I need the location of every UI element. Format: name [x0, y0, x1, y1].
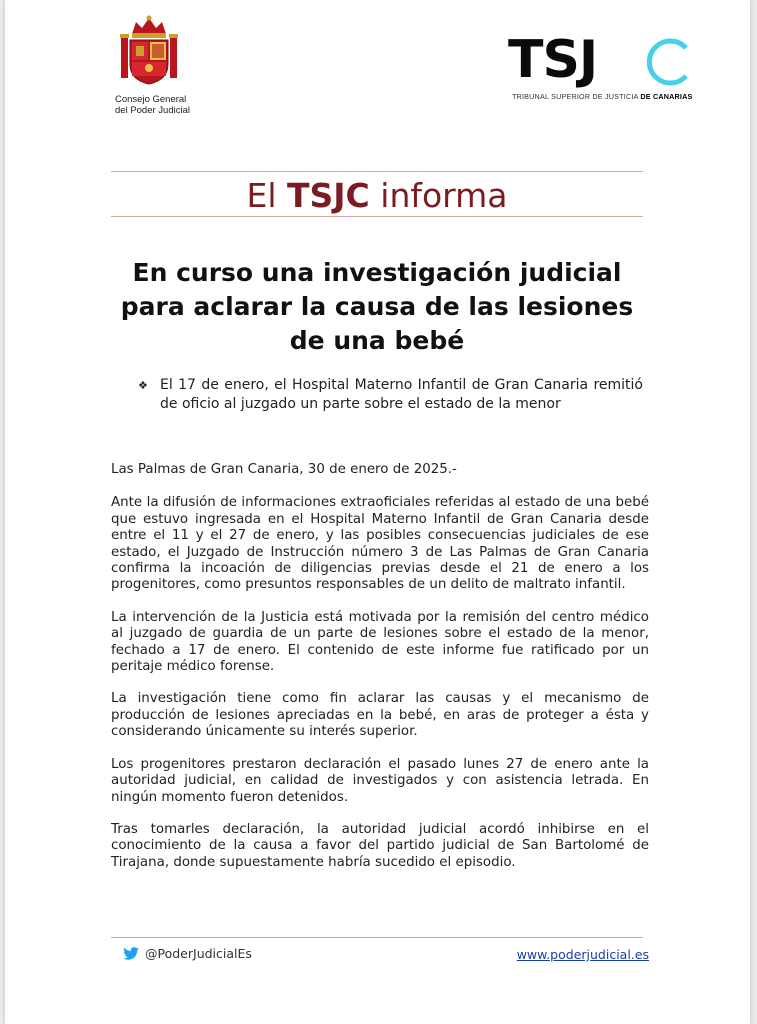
- paragraph-5: Tras tomarles declaración, la autoridad judicial acordó inhibirse en el conocimiento de la causa a favor del partido judicial de San Bartolomé de Tirajana, donde supuestamente habría sucedido el episodio.: [111, 821, 649, 870]
- dateline: Las Palmas de Gran Canaria, 30 de enero de 2025.-: [111, 462, 457, 477]
- banner-bold: TSJC: [287, 176, 370, 215]
- website-link[interactable]: www.poderjudicial.es: [516, 947, 649, 962]
- paragraph-3: La investigación tiene como fin aclarar las causas y el mecanismo de producción de lesiones apreciadas en la bebé, en aras de proteger a ésta y considerando únicamente su interés superior.: [111, 691, 649, 740]
- diamond-bullet-icon: ❖: [138, 379, 148, 392]
- banner-suffix: informa: [380, 176, 508, 215]
- article-body: [111, 462, 649, 887]
- tsjc-subtitle-bold: DE CANARIAS: [640, 92, 693, 101]
- twitter-bird-icon: [123, 947, 139, 960]
- headline: En curso una investigación judicial para aclarar la causa de las lesiones de una bebé: [120, 258, 634, 355]
- summary-bullet: [138, 376, 643, 413]
- twitter-handle: @PoderJudicialEs: [145, 946, 252, 961]
- tsjc-subtitle-text: TRIBUNAL SUPERIOR DE JUSTICIA: [512, 92, 639, 101]
- footer: [111, 946, 649, 966]
- footer-rule: [111, 937, 643, 938]
- cgpj-logo: [115, 14, 205, 116]
- banner-prefix: El: [246, 176, 277, 215]
- paragraph-2: La intervención de la Justicia está motivada por la remisión del centro médico al juzgado de guardia de un parte de lesiones sobre el estado de la menor, fechado a 17 de enero. El contenido de este informe fue ratificado por un peritaje médico forense.: [111, 609, 649, 675]
- coat-of-arms-icon: [118, 14, 180, 86]
- summary-bullet-text: El 17 de enero, el Hospital Materno Infantil de Gran Canaria remitió de oficio al juzgado un parte sobre el estado de la menor: [160, 377, 643, 412]
- tsjc-subtitle: [512, 92, 692, 101]
- press-release-page: [5, 0, 750, 1024]
- tsjc-wordmark: TSJ: [508, 30, 598, 90]
- banner-bottom-rule: [111, 216, 643, 217]
- paragraph-4: Los progenitores prestaron declaración el pasado lunes 27 de enero ante la autoridad judicial, en calidad de investigados y con asistencia letrada. En ningún momento fueron detenidos.: [111, 756, 649, 805]
- banner-title: [111, 176, 643, 216]
- cgpj-line-1: Consejo General: [115, 94, 187, 105]
- paragraph-1: Ante la difusión de informaciones extraoficiales referidas al estado de una bebé que estuvo ingresada en el Hospital Materno Infantil de Gran Canaria desde entre el 11 y el 27 de enero, y las posibles consecuencias judiciales de ese estado, el Juzgado de Instrucción número 3 de Las Palmas de Gran Canaria confirma la incoación de diligencias previas desde el 21 de enero a los progenitores, como presuntos responsables de un delito de maltrato infantil.: [111, 495, 649, 593]
- twitter-link[interactable]: [123, 946, 252, 961]
- cgpj-name: [115, 94, 205, 116]
- tsjc-c-icon: [642, 36, 694, 88]
- cgpj-line-2: del Poder Judicial: [115, 105, 190, 116]
- banner-top-rule: [111, 171, 643, 172]
- tsjc-logo: [508, 32, 708, 104]
